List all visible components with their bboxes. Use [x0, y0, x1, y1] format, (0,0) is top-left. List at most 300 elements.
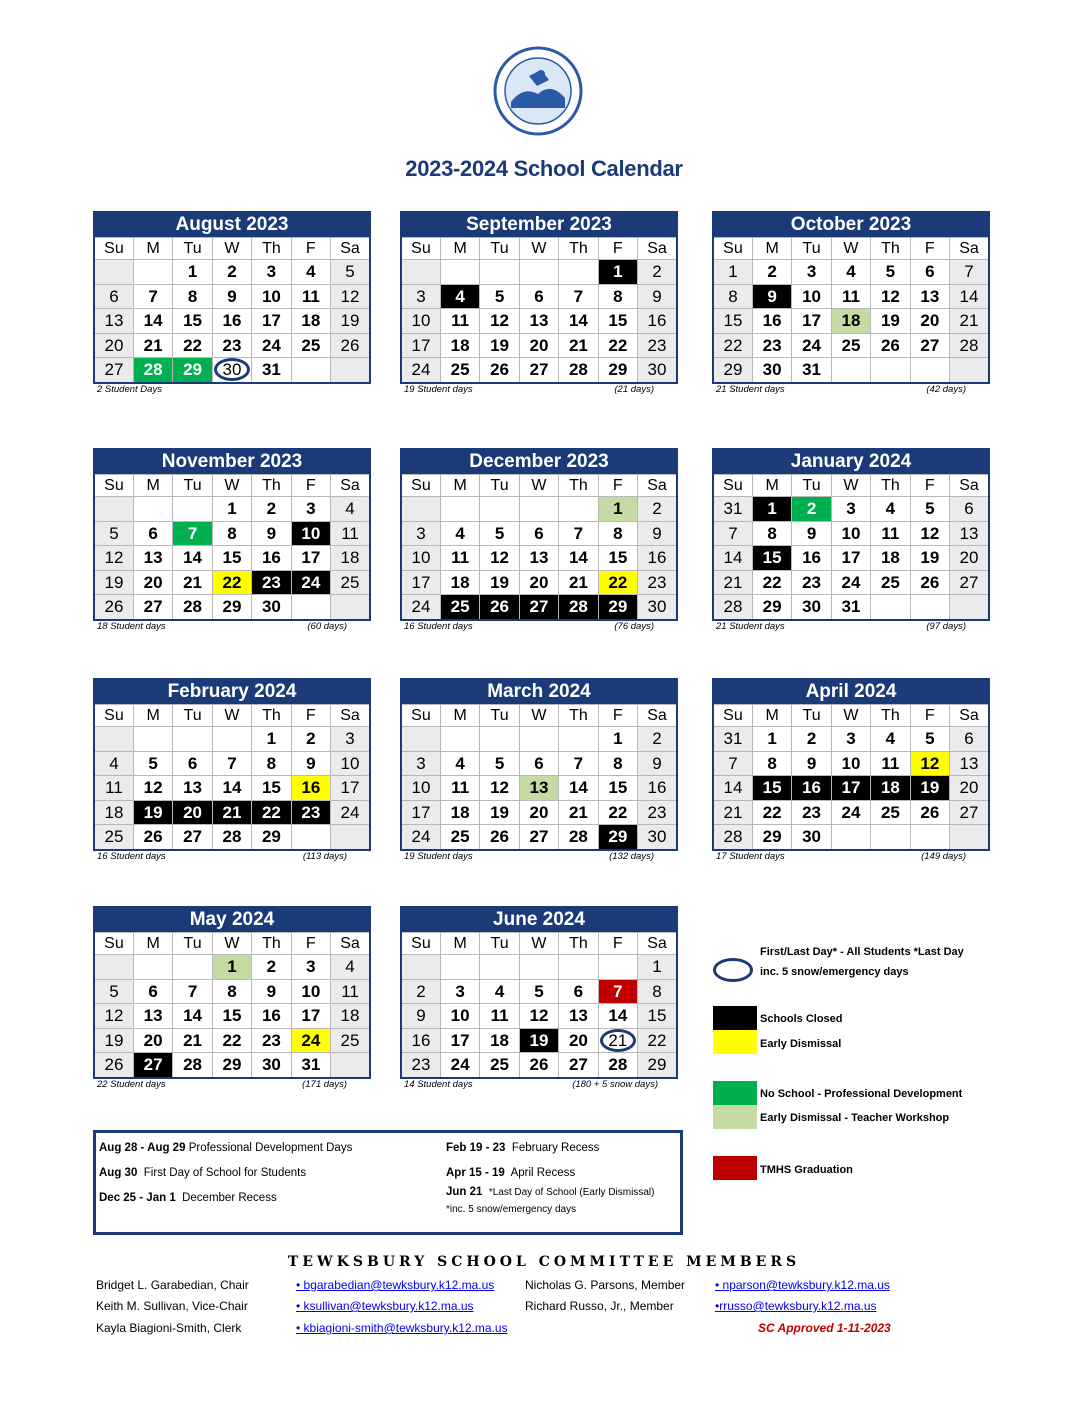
student-days-count: 14 Student days	[404, 1078, 473, 1090]
day-cell: 22	[598, 570, 637, 595]
member-email-link[interactable]: • ksullivan@tewksbury.k12.ma.us	[296, 1299, 474, 1313]
legend-grad: TMHS Graduation	[760, 1164, 853, 1176]
month-footer	[400, 384, 678, 396]
day-cell: 25	[440, 358, 479, 383]
month-title: December 2023	[400, 448, 678, 474]
day-cell: 15	[752, 546, 791, 571]
day-cell: 29	[212, 595, 251, 620]
student-days-count: 19 Student days	[404, 850, 473, 862]
day-cell: 29	[252, 825, 291, 850]
day-cell: 16	[212, 309, 251, 334]
day-cell: 28	[212, 825, 251, 850]
day-cell: 4	[291, 260, 330, 285]
weekday-header: Su	[713, 475, 752, 497]
empty-day	[910, 825, 949, 850]
day-cell: 11	[331, 521, 370, 546]
empty-day	[440, 727, 479, 752]
day-cell: 27	[173, 825, 212, 850]
weekday-header: F	[598, 705, 637, 727]
weekday-header: W	[831, 238, 870, 260]
day-cell: 1	[752, 497, 791, 522]
day-cell: 6	[133, 979, 172, 1004]
weekday-header: Sa	[638, 705, 677, 727]
day-cell: 6	[173, 751, 212, 776]
day-cell: 19	[94, 570, 133, 595]
day-cell: 30	[792, 595, 831, 620]
day-cell: 5	[480, 284, 519, 309]
month-footer	[93, 851, 371, 863]
month-table	[712, 237, 990, 384]
day-cell: 13	[519, 546, 558, 571]
empty-day	[401, 955, 440, 980]
day-cell: 9	[638, 284, 677, 309]
day-cell: 20	[173, 800, 212, 825]
day-cell: 4	[871, 497, 910, 522]
day-cell: 7	[559, 284, 598, 309]
day-cell: 25	[440, 595, 479, 620]
day-cell: 17	[331, 776, 370, 801]
day-cell: 8	[212, 521, 251, 546]
weekday-header: Tu	[173, 238, 212, 260]
day-cell: 21	[713, 800, 752, 825]
weekday-header: W	[831, 475, 870, 497]
day-cell: 30	[212, 358, 251, 383]
day-cell: 14	[713, 776, 752, 801]
day-cell: 26	[910, 570, 949, 595]
day-cell: 28	[950, 333, 989, 358]
empty-day	[440, 260, 479, 285]
day-cell: 2	[401, 979, 440, 1004]
day-cell: 7	[713, 751, 752, 776]
day-cell: 21	[133, 333, 172, 358]
day-cell: 5	[480, 521, 519, 546]
day-cell: 8	[173, 284, 212, 309]
day-cell: 23	[401, 1053, 440, 1078]
day-cell: 27	[94, 358, 133, 383]
day-cell: 27	[519, 595, 558, 620]
empty-day	[598, 955, 637, 980]
day-cell: 1	[638, 955, 677, 980]
day-cell: 1	[173, 260, 212, 285]
day-cell: 31	[291, 1053, 330, 1078]
day-cell: 13	[519, 309, 558, 334]
day-cell: 30	[638, 595, 677, 620]
empty-day	[519, 497, 558, 522]
weekday-header: Tu	[792, 238, 831, 260]
day-cell: 11	[871, 521, 910, 546]
day-cell: 20	[559, 1028, 598, 1053]
day-cell: 12	[94, 1004, 133, 1029]
day-cell: 3	[401, 751, 440, 776]
day-cell: 15	[598, 309, 637, 334]
month-footer	[93, 384, 371, 396]
day-cell: 22	[598, 333, 637, 358]
day-cell: 9	[291, 751, 330, 776]
day-cell: 21	[212, 800, 251, 825]
cumulative-days-count: (97 days)	[926, 620, 966, 632]
member-name: Keith M. Sullivan, Vice-Chair	[96, 1299, 248, 1313]
member-email-link[interactable]: • kbiagioni-smith@tewksbury.k12.ma.us	[296, 1321, 508, 1335]
day-cell: 25	[440, 825, 479, 850]
note-text: February Recess	[511, 1142, 600, 1154]
day-cell: 17	[291, 546, 330, 571]
month-footer	[712, 384, 990, 396]
empty-day	[401, 260, 440, 285]
cumulative-days-count: (132 days)	[609, 850, 654, 862]
note-text: *inc. 5 snow/emergency days	[446, 1204, 577, 1215]
month-4	[400, 448, 678, 633]
day-cell: 6	[559, 979, 598, 1004]
day-cell: 27	[559, 1053, 598, 1078]
empty-day	[559, 727, 598, 752]
day-cell: 11	[440, 776, 479, 801]
day-cell: 23	[792, 800, 831, 825]
day-cell: 1	[598, 497, 637, 522]
member-name: Kayla Biagioni-Smith, Clerk	[96, 1321, 242, 1335]
month-title: January 2024	[712, 448, 990, 474]
day-cell: 3	[792, 260, 831, 285]
day-cell: 26	[94, 595, 133, 620]
weekday-header: Su	[94, 933, 133, 955]
day-cell: 24	[291, 1028, 330, 1053]
day-cell: 5	[94, 979, 133, 1004]
month-title: October 2023	[712, 211, 990, 237]
empty-day	[331, 1053, 370, 1078]
day-cell: 9	[638, 521, 677, 546]
day-cell: 15	[638, 1004, 677, 1029]
day-cell: 16	[638, 546, 677, 571]
day-cell: 27	[910, 333, 949, 358]
day-cell: 10	[291, 979, 330, 1004]
prev-month-day: 31	[713, 727, 752, 752]
day-cell: 12	[519, 1004, 558, 1029]
day-cell: 29	[173, 358, 212, 383]
month-9	[93, 906, 371, 1091]
day-cell: 6	[133, 521, 172, 546]
day-cell: 29	[598, 825, 637, 850]
day-cell: 7	[173, 521, 212, 546]
day-cell: 27	[519, 358, 558, 383]
day-cell: 27	[519, 825, 558, 850]
day-cell: 28	[559, 595, 598, 620]
day-cell: 7	[173, 979, 212, 1004]
day-cell: 29	[713, 358, 752, 383]
note-date: Dec 25 - Jan 1	[99, 1192, 176, 1204]
weekday-header: W	[519, 705, 558, 727]
weekday-header: Sa	[331, 705, 370, 727]
day-cell: 25	[871, 800, 910, 825]
legend-swatch-pd	[713, 1081, 757, 1105]
day-cell: 5	[910, 497, 949, 522]
empty-day	[133, 955, 172, 980]
day-cell: 30	[252, 1053, 291, 1078]
day-cell: 20	[519, 570, 558, 595]
student-days-count: 21 Student days	[716, 383, 785, 395]
month-footer	[93, 621, 371, 633]
empty-day	[559, 955, 598, 980]
day-cell: 16	[752, 309, 791, 334]
member-email-link[interactable]: •rrusso@tewksbury.k12.ma.us	[715, 1299, 877, 1313]
day-cell: 28	[713, 825, 752, 850]
day-cell: 13	[173, 776, 212, 801]
weekday-header: M	[133, 475, 172, 497]
day-cell: 2	[291, 727, 330, 752]
day-cell: 10	[831, 751, 870, 776]
day-cell: 17	[792, 309, 831, 334]
legend-tw: Early Dismissal - Teacher Workshop	[760, 1112, 950, 1124]
day-cell: 12	[331, 284, 370, 309]
day-cell: 5	[133, 751, 172, 776]
weekday-header: Tu	[173, 705, 212, 727]
empty-day	[331, 595, 370, 620]
member-name: Nicholas G. Parsons, Member	[525, 1278, 686, 1292]
member-email-link[interactable]: • bgarabedian@tewksbury.k12.ma.us	[296, 1278, 495, 1292]
day-cell: 12	[910, 521, 949, 546]
day-cell: 20	[133, 570, 172, 595]
day-cell: 7	[559, 521, 598, 546]
day-cell: 21	[559, 333, 598, 358]
weekday-header: Tu	[480, 475, 519, 497]
day-cell: 24	[831, 570, 870, 595]
day-cell: 18	[331, 1004, 370, 1029]
day-cell: 16	[252, 1004, 291, 1029]
day-cell: 11	[871, 751, 910, 776]
weekday-header: Th	[559, 705, 598, 727]
day-cell: 3	[401, 284, 440, 309]
weekday-header: Tu	[480, 238, 519, 260]
day-cell: 21	[173, 570, 212, 595]
weekday-header: Su	[401, 238, 440, 260]
day-cell: 10	[401, 309, 440, 334]
weekday-header: W	[212, 705, 251, 727]
note-text: December Recess	[182, 1192, 277, 1204]
day-cell: 13	[950, 751, 989, 776]
month-footer	[712, 621, 990, 633]
day-cell: 20	[94, 333, 133, 358]
day-cell: 4	[440, 751, 479, 776]
weekday-header: Su	[713, 238, 752, 260]
weekday-header: Sa	[331, 475, 370, 497]
day-cell: 5	[519, 979, 558, 1004]
day-cell: 13	[133, 1004, 172, 1029]
day-cell: 14	[713, 546, 752, 571]
month-footer	[400, 621, 678, 633]
month-title: February 2024	[93, 678, 371, 704]
day-cell: 29	[212, 1053, 251, 1078]
day-cell: 12	[94, 546, 133, 571]
day-cell: 8	[638, 979, 677, 1004]
day-cell: 30	[252, 595, 291, 620]
day-cell: 2	[638, 260, 677, 285]
day-cell: 14	[212, 776, 251, 801]
day-cell: 19	[480, 333, 519, 358]
day-cell: 17	[831, 776, 870, 801]
weekday-header: Tu	[173, 933, 212, 955]
weekday-header: Tu	[173, 475, 212, 497]
day-cell: 19	[910, 776, 949, 801]
note-date: Aug 30	[99, 1167, 138, 1179]
day-cell: 13	[94, 309, 133, 334]
weekday-header: F	[291, 933, 330, 955]
day-cell: 8	[752, 521, 791, 546]
day-cell: 3	[331, 727, 370, 752]
weekday-header: Su	[94, 238, 133, 260]
day-cell: 24	[401, 595, 440, 620]
student-days-count: 19 Student days	[404, 383, 473, 395]
day-cell: 10	[401, 776, 440, 801]
day-cell: 2	[212, 260, 251, 285]
weekday-header: M	[440, 705, 479, 727]
day-cell: 25	[480, 1053, 519, 1078]
day-cell: 24	[401, 825, 440, 850]
day-cell: 4	[831, 260, 870, 285]
day-cell: 10	[792, 284, 831, 309]
day-cell: 22	[212, 570, 251, 595]
day-cell: 24	[401, 358, 440, 383]
cumulative-days-count: (171 days)	[302, 1078, 347, 1090]
day-cell: 23	[638, 800, 677, 825]
day-cell: 10	[252, 284, 291, 309]
day-cell: 19	[480, 800, 519, 825]
empty-day	[94, 727, 133, 752]
day-cell: 26	[480, 825, 519, 850]
day-cell: 1	[252, 727, 291, 752]
day-cell: 21	[559, 800, 598, 825]
town-seal-logo	[493, 46, 583, 136]
note-text: April Recess	[510, 1167, 576, 1179]
day-cell: 2	[252, 955, 291, 980]
day-cell: 4	[331, 497, 370, 522]
legend-pd: No School - Professional Development	[760, 1088, 963, 1100]
day-cell: 19	[94, 1028, 133, 1053]
day-cell: 3	[831, 497, 870, 522]
day-cell: 18	[291, 309, 330, 334]
day-cell: 1	[752, 727, 791, 752]
day-cell: 29	[598, 358, 637, 383]
month-1	[400, 211, 678, 396]
day-cell: 25	[831, 333, 870, 358]
empty-day	[910, 358, 949, 383]
empty-day	[94, 260, 133, 285]
day-cell: 6	[519, 751, 558, 776]
empty-day	[480, 497, 519, 522]
weekday-header: Tu	[792, 475, 831, 497]
month-table	[400, 237, 678, 384]
student-days-count: 16 Student days	[404, 620, 473, 632]
empty-day	[440, 955, 479, 980]
day-cell: 26	[331, 333, 370, 358]
empty-day	[831, 825, 870, 850]
day-cell: 23	[792, 570, 831, 595]
day-cell: 23	[252, 1028, 291, 1053]
day-cell: 18	[440, 570, 479, 595]
member-email-link[interactable]: • nparson@tewksbury.k12.ma.us	[715, 1278, 890, 1292]
day-cell: 31	[252, 358, 291, 383]
day-cell: 17	[831, 546, 870, 571]
day-cell: 3	[291, 497, 330, 522]
day-cell: 10	[401, 546, 440, 571]
month-title: May 2024	[93, 906, 371, 932]
day-cell: 11	[440, 309, 479, 334]
day-cell: 20	[519, 333, 558, 358]
legend-first-last-2: inc. 5 snow/emergency days	[760, 966, 909, 978]
day-cell: 10	[331, 751, 370, 776]
student-days-count: 16 Student days	[97, 850, 166, 862]
day-cell: 17	[440, 1028, 479, 1053]
day-cell: 12	[480, 776, 519, 801]
day-cell: 8	[598, 751, 637, 776]
day-cell: 14	[173, 546, 212, 571]
day-cell: 9	[252, 521, 291, 546]
weekday-header: W	[519, 933, 558, 955]
note-date: Apr 15 - 19	[446, 1167, 505, 1179]
weekday-header: Sa	[638, 475, 677, 497]
day-cell: 16	[792, 776, 831, 801]
student-days-count: 22 Student days	[97, 1078, 166, 1090]
month-table	[712, 704, 990, 851]
day-cell: 20	[519, 800, 558, 825]
day-cell: 25	[94, 825, 133, 850]
empty-day	[871, 358, 910, 383]
day-cell: 16	[291, 776, 330, 801]
day-cell: 29	[598, 595, 637, 620]
day-cell: 22	[638, 1028, 677, 1053]
weekday-header: W	[831, 705, 870, 727]
empty-day	[401, 497, 440, 522]
day-cell: 9	[752, 284, 791, 309]
page-title: 2023-2024 School Calendar	[405, 156, 683, 181]
month-10	[400, 906, 678, 1091]
day-cell: 27	[950, 800, 989, 825]
day-cell: 9	[212, 284, 251, 309]
month-5	[712, 448, 990, 633]
day-cell: 11	[291, 284, 330, 309]
day-cell: 26	[480, 595, 519, 620]
day-cell: 18	[871, 546, 910, 571]
day-cell: 24	[440, 1053, 479, 1078]
day-cell: 22	[173, 333, 212, 358]
day-cell: 24	[792, 333, 831, 358]
day-cell: 21	[559, 570, 598, 595]
day-cell: 6	[950, 727, 989, 752]
day-cell: 18	[871, 776, 910, 801]
day-cell: 9	[792, 751, 831, 776]
weekday-header: M	[440, 238, 479, 260]
weekday-header: Th	[252, 475, 291, 497]
empty-day	[94, 497, 133, 522]
day-cell: 4	[440, 284, 479, 309]
day-cell: 14	[559, 776, 598, 801]
day-cell: 1	[598, 727, 637, 752]
day-cell: 28	[173, 595, 212, 620]
empty-day	[291, 358, 330, 383]
day-cell: 9	[252, 979, 291, 1004]
weekday-header: Th	[871, 475, 910, 497]
day-cell: 23	[291, 800, 330, 825]
day-cell: 23	[752, 333, 791, 358]
note-text: First Day of School for Students	[143, 1167, 307, 1179]
day-cell: 15	[252, 776, 291, 801]
day-cell: 21	[598, 1028, 637, 1053]
weekday-header: Su	[401, 933, 440, 955]
day-cell: 7	[950, 260, 989, 285]
day-cell: 19	[519, 1028, 558, 1053]
day-cell: 30	[792, 825, 831, 850]
day-cell: 17	[401, 800, 440, 825]
month-3	[93, 448, 371, 633]
day-cell: 4	[440, 521, 479, 546]
day-cell: 15	[212, 546, 251, 571]
